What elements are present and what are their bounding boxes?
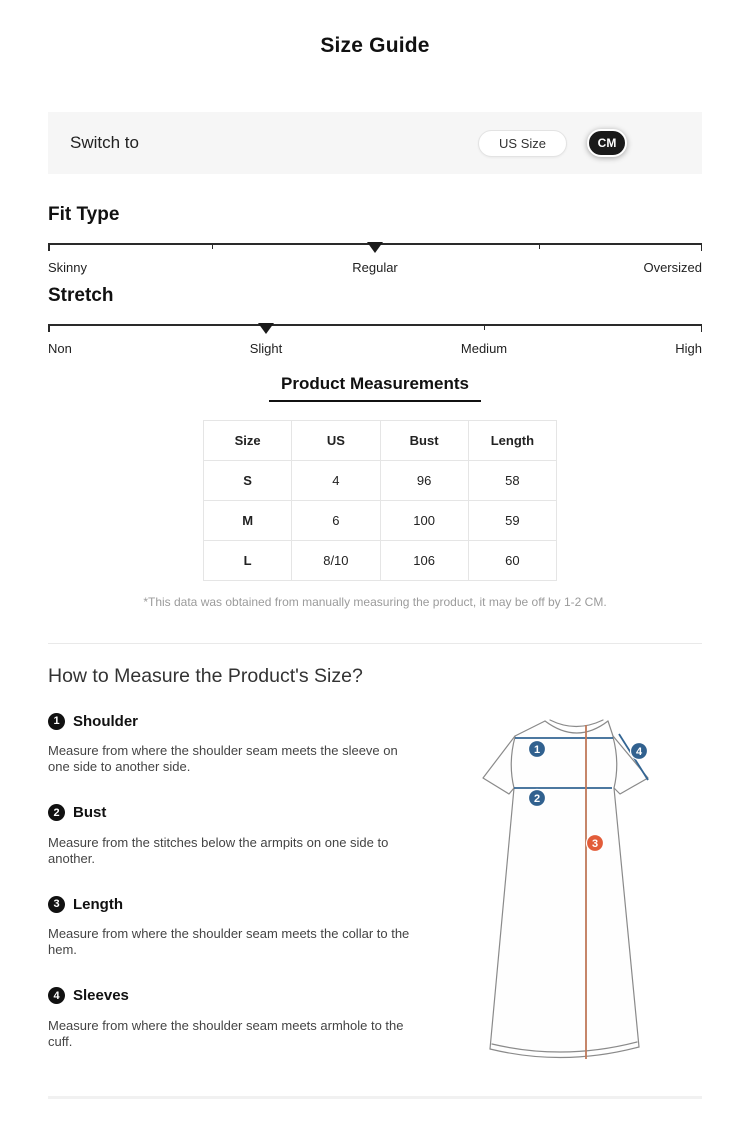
scale-endcap	[701, 243, 703, 251]
number-badge-icon: 3	[48, 896, 65, 913]
fit-type-section	[48, 204, 702, 282]
item-label: Length	[73, 895, 123, 913]
scale-tick	[539, 243, 540, 249]
item-label: Sleeves	[73, 987, 129, 1004]
cell-length: 59	[468, 501, 556, 541]
fit-type-label-skinny: Skinny	[48, 260, 88, 275]
stretch-label-slight: Slight	[249, 341, 283, 356]
item-heading	[48, 987, 416, 1005]
cell-size: S	[204, 461, 292, 501]
section-divider	[48, 643, 702, 644]
marker-4-number: 4	[635, 746, 643, 758]
item-heading	[48, 895, 416, 913]
marker-3-number: 3	[591, 838, 599, 850]
cell-length: 58	[468, 461, 556, 501]
cell-us: 8/10	[292, 541, 380, 581]
unit-switch-bar	[48, 112, 702, 174]
stretch-marker-icon	[258, 323, 274, 334]
scale-tick	[212, 243, 213, 249]
cell-size: L	[204, 541, 292, 581]
scale-tick	[484, 324, 485, 330]
col-header-size: Size	[204, 421, 292, 461]
item-description: Measure from where the shoulder seam meets the collar to the hem.	[48, 926, 410, 958]
fit-type-marker-icon	[367, 242, 383, 253]
list-item	[48, 804, 416, 868]
how-to-measure-list	[48, 712, 416, 1078]
bottom-divider	[48, 1096, 702, 1099]
scale-endcap	[701, 324, 703, 332]
list-item	[48, 987, 416, 1051]
fit-type-label-regular: Regular	[352, 260, 398, 275]
cell-size: M	[204, 501, 292, 541]
stretch-scale-line	[48, 324, 702, 326]
stretch-section	[48, 285, 702, 363]
how-to-measure-title: How to Measure the Product's Size?	[48, 665, 363, 687]
table-row	[204, 501, 557, 541]
number-badge-icon: 1	[48, 713, 65, 730]
stretch-scale	[48, 324, 702, 338]
item-label: Bust	[73, 804, 107, 821]
col-header-us: US	[292, 421, 380, 461]
cell-bust: 96	[380, 461, 468, 501]
product-measurements-heading-wrap	[0, 374, 750, 402]
stretch-title: Stretch	[48, 285, 114, 306]
cell-length: 60	[468, 541, 556, 581]
col-header-bust: Bust	[380, 421, 468, 461]
item-description: Measure from where the shoulder seam meets armhole to the cuff.	[48, 1017, 404, 1049]
page-title: Size Guide	[320, 34, 430, 57]
unit-toggle-button[interactable]: CM	[587, 129, 627, 157]
cell-bust: 106	[380, 541, 468, 581]
fit-type-label-oversized: Oversized	[643, 260, 702, 275]
cell-us: 4	[292, 461, 380, 501]
switch-to-label: Switch to	[70, 133, 139, 152]
dress-diagram	[452, 693, 742, 1083]
table-row	[204, 461, 557, 501]
stretch-labels	[48, 341, 702, 357]
fit-type-labels	[48, 260, 702, 276]
list-item	[48, 895, 416, 959]
stretch-label-high: High	[675, 341, 702, 356]
scale-endcap	[48, 324, 50, 332]
item-description: Measure from where the shoulder seam meets the sleeve on one side to another side.	[48, 743, 398, 775]
col-header-length: Length	[468, 421, 556, 461]
list-item	[48, 712, 416, 776]
switch-actions	[478, 129, 627, 157]
cell-bust: 100	[380, 501, 468, 541]
marker-1-number: 1	[533, 744, 541, 756]
marker-2-number: 2	[533, 793, 541, 805]
measurement-footnote: *This data was obtained from manually measuring the product, it may be off by 1-2 CM.	[143, 595, 607, 609]
measurements-table	[203, 420, 557, 581]
item-description: Measure from the stitches below the armpits on one side to another.	[48, 834, 389, 866]
stretch-label-medium: Medium	[460, 341, 508, 356]
item-heading	[48, 712, 416, 730]
number-badge-icon: 4	[48, 987, 65, 1004]
number-badge-icon: 2	[48, 804, 65, 821]
fit-type-scale	[48, 243, 702, 257]
stretch-label-non: Non	[48, 341, 72, 356]
item-label: Shoulder	[73, 712, 139, 730]
table-row	[204, 541, 557, 581]
size-system-button[interactable]: US Size	[478, 130, 567, 157]
cell-us: 6	[292, 501, 380, 541]
item-heading	[48, 804, 416, 822]
table-header-row	[204, 421, 557, 461]
product-measurements-title: Product Measurements	[269, 374, 481, 402]
fit-type-title: Fit Type	[48, 204, 120, 225]
scale-endcap	[48, 243, 50, 251]
